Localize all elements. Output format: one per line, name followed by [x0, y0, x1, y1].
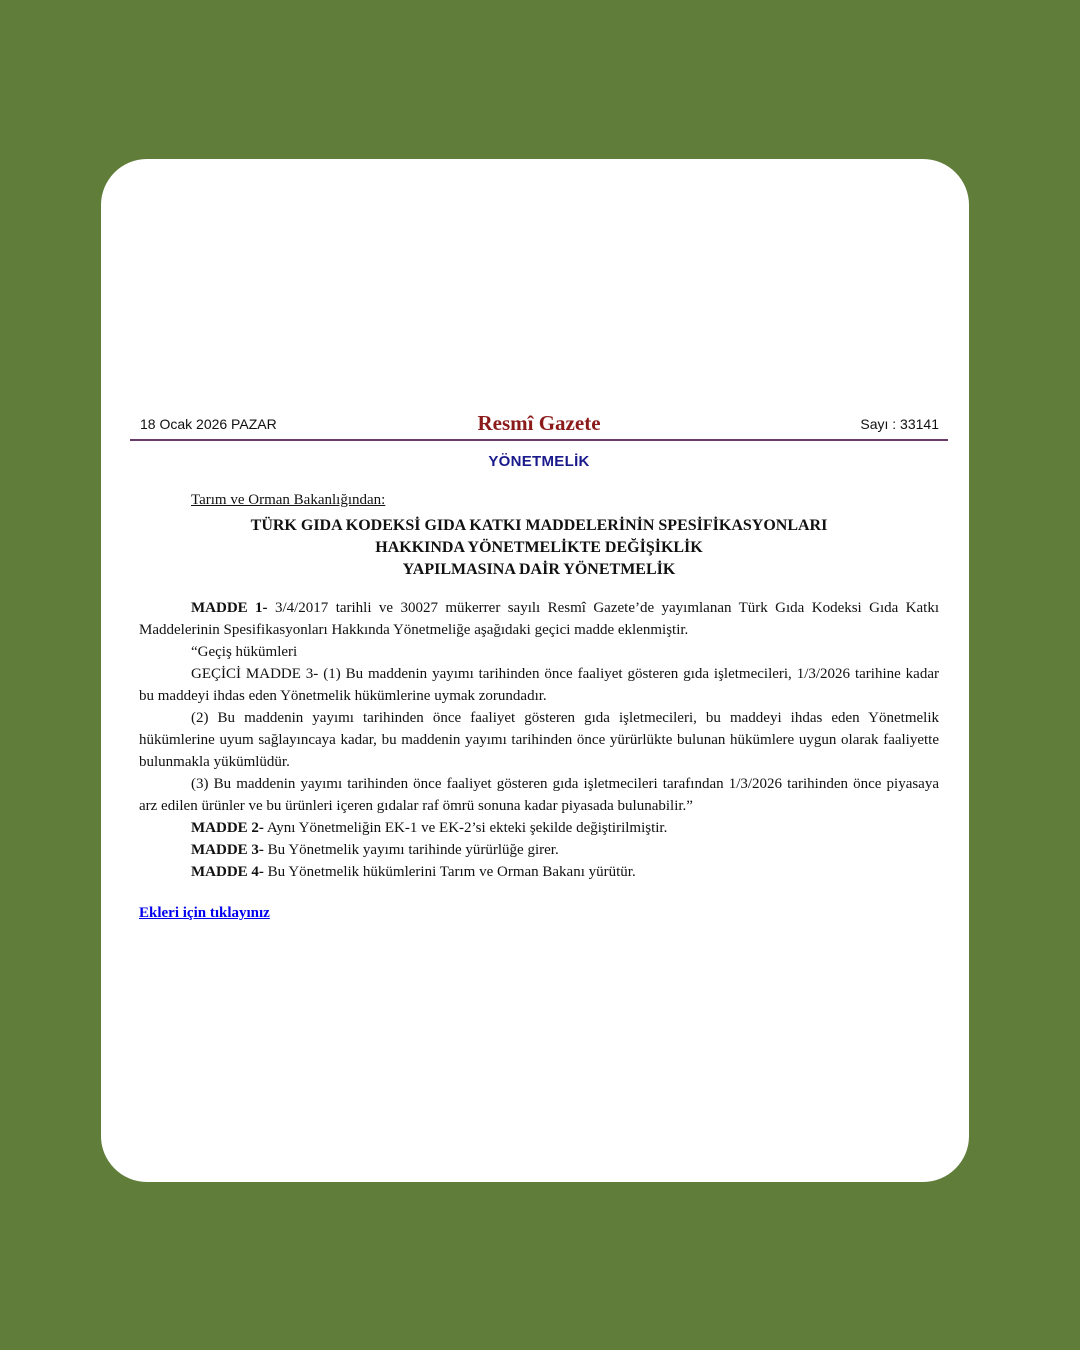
regulation-body [139, 597, 939, 883]
regulation-title [139, 515, 939, 581]
issue-number: Sayı : 33141 [860, 416, 939, 432]
article-label: MADDE 4- [191, 864, 264, 880]
article-label: MADDE 3- [191, 842, 264, 858]
article-text: GEÇİCİ MADDE 3- (1) Bu maddenin yayımı tarihinden önce faaliyet gösteren gıda işletmecileri, 1/3/2026 tarihine kadar bu maddeyi ihdas eden Yönetmelik hükümlerine uymak zorundadır. [139, 666, 939, 704]
title-line: HAKKINDA YÖNETMELİKTE DEĞİŞİKLİK [375, 539, 703, 556]
article-text: Aynı Yönetmeliğin EK-1 ve EK-2’si ekteki şekilde değiştirilmiştir. [263, 820, 668, 836]
article-text: (3) Bu maddenin yayımı tarihinden önce faaliyet gösteren gıda işletmecileri tarafından 1/3/2026 tarihinden önce piyasaya arz edilen ürünler ve bu ürünleri içeren gıdalar raf ömrü sonuna kadar piyasada bulunabilir.” [139, 776, 939, 814]
document-card [101, 159, 969, 1182]
article-paragraph [139, 663, 939, 707]
article-text: Bu Yönetmelik hükümlerini Tarım ve Orman Bakanı yürütür. [263, 864, 636, 880]
section-heading: YÖNETMELİK [488, 453, 590, 470]
article-paragraph [139, 839, 939, 861]
masthead [139, 411, 939, 441]
article-paragraph [139, 861, 939, 883]
article-text: 3/4/2017 tarihli ve 30027 mükerrer sayılı Resmî Gazete’de yayımlanan Türk Gıda Kodeksi Gıda Katkı Maddelerinin Spesifikasyonları Hakkında Yönetmeliğe aşağıdaki geçici madde eklenmiştir. [139, 600, 940, 638]
article-label: MADDE 2- [191, 820, 264, 836]
article-paragraph [139, 597, 939, 641]
gazette-title: Resmî Gazete [477, 411, 601, 435]
title-line: YAPILMASINA DAİR YÖNETMELİK [402, 561, 676, 578]
article-text: Bu Yönetmelik yayımı tarihinde yürürlüğe girer. [263, 842, 559, 858]
issuing-ministry: Tarım ve Orman Bakanlığından: [191, 492, 386, 508]
article-paragraph [139, 817, 939, 839]
title-line: TÜRK GIDA KODEKSİ GIDA KATKI MADDELERİNİN SPESİFİKASYONLARI [250, 517, 828, 534]
article-paragraph [139, 773, 939, 817]
article-paragraph [139, 707, 939, 773]
article-paragraph [139, 641, 939, 663]
article-text: “Geçiş hükümleri [191, 644, 298, 660]
article-text: (2) Bu maddenin yayımı tarihinden önce faaliyet gösteren gıda işletmecileri, bu maddeyi ihdas eden Yönetmelik hükümlerine uyum sağlayıncaya kadar, bu maddenin yayımı tarihinden önce yürürlükte bulunan hükümlere uygun olarak faaliyette bulunmakla yükümlüdür. [139, 710, 939, 770]
article-label: MADDE 1- [191, 600, 268, 616]
issue-date: 18 Ocak 2026 PAZAR [140, 416, 277, 432]
gazette-page [139, 411, 939, 922]
annex-link[interactable]: Ekleri için tıklayınız [139, 905, 270, 921]
